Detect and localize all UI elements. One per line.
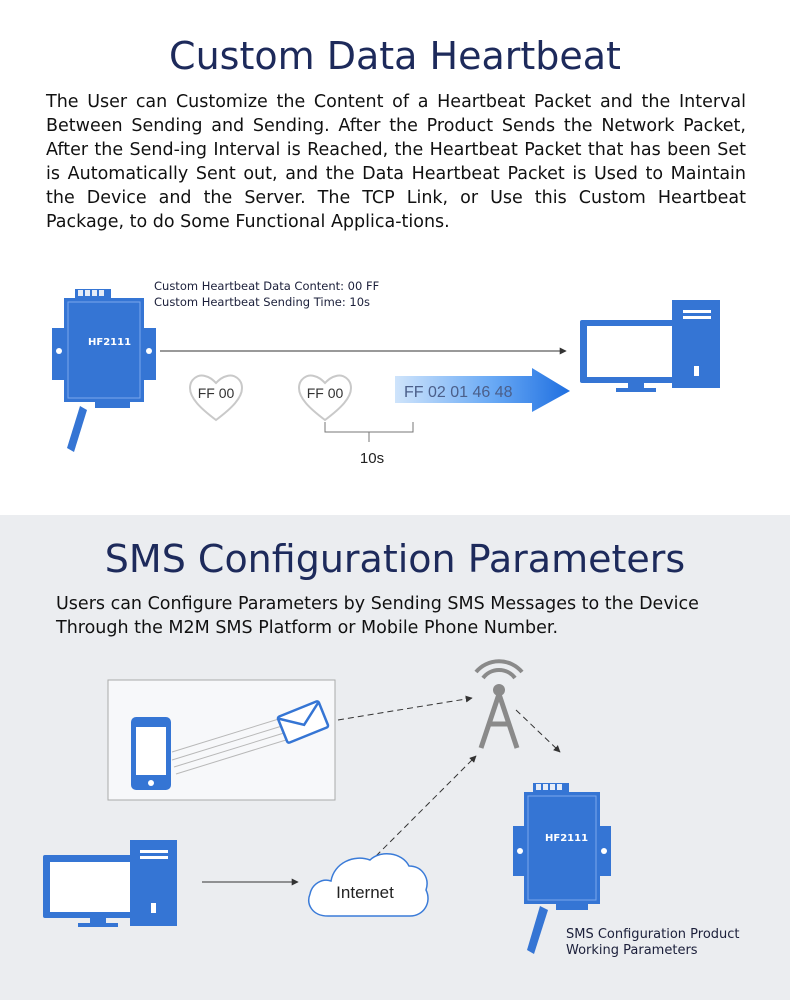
hf2111-device-icon	[52, 289, 156, 452]
phone-to-tower-arrow	[338, 698, 472, 720]
interval-label: 10s	[359, 450, 385, 467]
mobile-phone-icon	[131, 717, 171, 790]
tower-to-device-arrow	[516, 710, 560, 752]
cloud-to-tower-arrow	[376, 756, 476, 856]
pc-computer-icon	[43, 840, 177, 927]
sms-caption-line2: Working Parameters	[566, 943, 698, 958]
device-label-top: HF2111	[88, 337, 132, 348]
heartbeat-time-label: Custom Heartbeat Sending Time: 10s	[154, 295, 371, 309]
heartbeat-title: Custom Data Heartbeat	[169, 34, 621, 78]
interval-bracket	[325, 422, 413, 442]
heartbeat-content-label: Custom Heartbeat Data Content: 00 FF	[154, 279, 380, 293]
internet-cloud-label: Internet	[336, 883, 394, 902]
sms-title: SMS Configuration Parameters	[104, 537, 686, 581]
server-computer-icon	[580, 300, 720, 392]
device-label-bottom: HF2111	[545, 833, 589, 844]
signal-tower-icon	[476, 661, 522, 748]
heart-packet-2-text: FF 00	[306, 385, 344, 401]
data-packet-text: FF 02 01 46 48	[404, 384, 513, 401]
heartbeat-description: The User can Customize the Content of a Heartbeat Packet and the Interval Between Sending and Sending. After the Product Sends the Network Packet, After the Send-ing Interval is Reached, the Heartbeat Packet that has been Set is Automatically Sent out, and the Data Heartbeat Packet is Used to Maintain the Device and the Server. The TCP Link, or Use this Custom Heartbeat Package, to do Some Functional Applica-tions.	[46, 92, 746, 232]
heart-packet-1-text: FF 00	[197, 385, 235, 401]
sms-caption-line1: SMS Configuration Product	[566, 927, 740, 942]
sms-description: Users can Configure Parameters by Sending SMS Messages to the Device Through the M2M SMS Platform or Mobile Phone Number.	[56, 594, 699, 638]
